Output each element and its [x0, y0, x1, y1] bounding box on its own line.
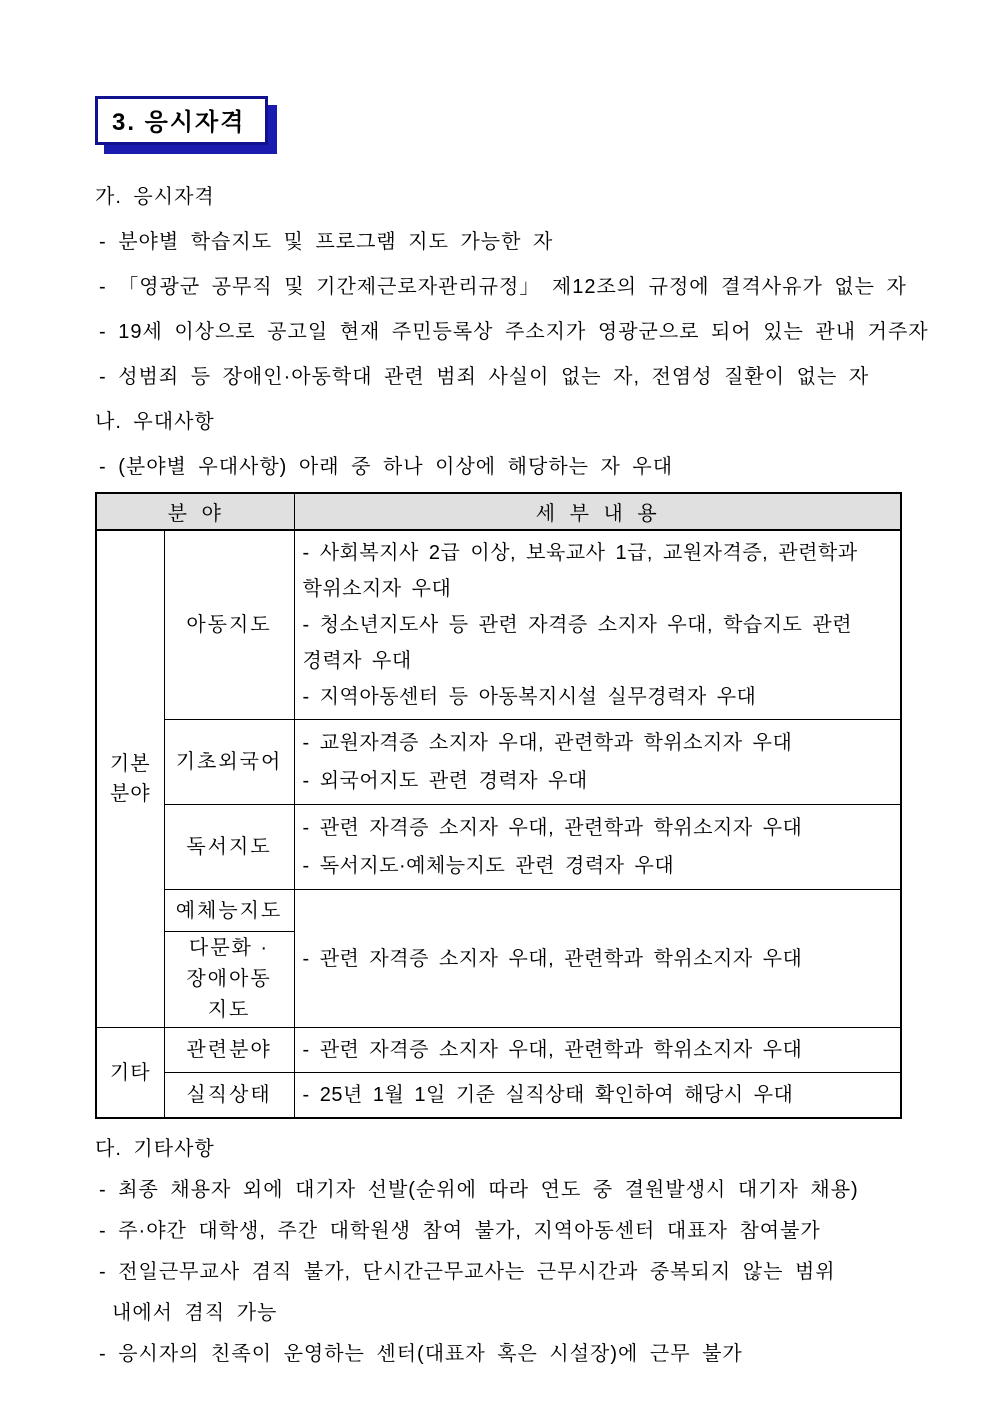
subsection-b-heading: 나. 우대사항 [95, 411, 215, 433]
column-header-detail: 세 부 내 용 [294, 493, 901, 530]
subcategory-cell-unemployed-status: 실직상태 [164, 1073, 294, 1119]
subcategory-cell-arts-pe: 예체능지도 [164, 890, 294, 932]
table-row [96, 890, 901, 932]
detail-cell-merged-certificates: - 관련 자격증 소지자 우대, 관련학과 학위소지자 우대 [294, 890, 901, 1028]
detail-cell-reading-guidance: - 관련 자격증 소지자 우대, 관련학과 학위소지자 우대 - 독서지도·예체능지도 관련 경력자 우대 [294, 805, 901, 890]
eligibility-section [95, 175, 929, 490]
subcategory-cell-child-guidance: 아동지도 [164, 530, 294, 720]
subcategory-cell-multicultural-disabled: 다문화 · 장애아동 지도 [164, 932, 294, 1028]
table-row [96, 1028, 901, 1073]
detail-cell-related-field: - 관련 자격증 소지자 우대, 관련학과 학위소지자 우대 [294, 1028, 901, 1073]
eligibility-item-2: - 「영광군 공무직 및 기간제근로자관리규정」 제12조의 규정에 결격사유가 없는 자 [99, 276, 907, 298]
table-row [96, 1073, 901, 1119]
subcategory-cell-related-field: 관련분야 [164, 1028, 294, 1073]
detail-cell-unemployed-status: - 25년 1월 1일 기준 실직상태 확인하여 해당시 우대 [294, 1073, 901, 1119]
table-row [96, 530, 901, 720]
detail-cell-foreign-language: - 교원자격증 소지자 우대, 관련학과 학위소지자 우대 - 외국어지도 관련 경력자 우대 [294, 720, 901, 805]
misc-item-4: - 응시자의 친족이 운영하는 센터(대표자 혹은 시설장)에 근무 불가 [99, 1343, 743, 1365]
preference-intro-item: - (분야별 우대사항) 아래 중 하나 이상에 해당하는 자 우대 [99, 456, 674, 478]
table-header-row [96, 493, 901, 530]
group-basic-line1: 기본 [109, 753, 151, 775]
preference-table [95, 492, 902, 1119]
subcategory-cell-foreign-language: 기초외국어 [164, 720, 294, 805]
detail-cell-child-guidance: - 사회복지사 2급 이상, 보육교사 1급, 교원자격증, 관련학과 학위소지자 우대 - 청소년지도사 등 관련 자격증 소지자 우대, 학습지도 관련 경력자 우대 - 지역아동센터 등 아동복지시설 실무경력자 우대 [294, 530, 901, 720]
misc-item-1: - 최종 채용자 외에 대기자 선발(순위에 따라 연도 중 결원발생시 대기자 채용) [99, 1179, 859, 1201]
table-row [96, 805, 901, 890]
section-title: 3. 응시자격 [112, 109, 246, 136]
subsection-a-heading: 가. 응시자격 [95, 186, 215, 208]
column-header-category: 분 야 [96, 493, 294, 530]
group-cell-basic [96, 530, 164, 1028]
misc-item-3: - 전일근무교사 겸직 불가, 단시간근무교사는 근무시간과 중복되지 않는 범위 [99, 1261, 836, 1283]
subsection-c-heading: 다. 기타사항 [95, 1138, 215, 1160]
misc-item-2: - 주·야간 대학생, 주간 대학원생 참여 불가, 지역아동센터 대표자 참여불가 [99, 1220, 821, 1242]
misc-item-3-continuation: 내에서 겸직 가능 [112, 1302, 278, 1324]
group-cell-other: 기타 [96, 1028, 164, 1119]
eligibility-item-3: - 19세 이상으로 공고일 현재 주민등록상 주소지가 영광군으로 되어 있는 관내 거주자 [99, 321, 929, 343]
eligibility-item-1: - 분야별 학습지도 및 프로그램 지도 가능한 자 [99, 231, 554, 253]
table-row [96, 720, 901, 805]
misc-section [95, 1129, 912, 1375]
group-basic-line2: 분야 [109, 783, 151, 805]
section-title-box [95, 96, 268, 145]
subcategory-cell-reading-guidance: 독서지도 [164, 805, 294, 890]
eligibility-item-4: - 성범죄 등 장애인·아동학대 관련 범죄 사실이 없는 자, 전염성 질환이 없는 자 [99, 366, 870, 388]
